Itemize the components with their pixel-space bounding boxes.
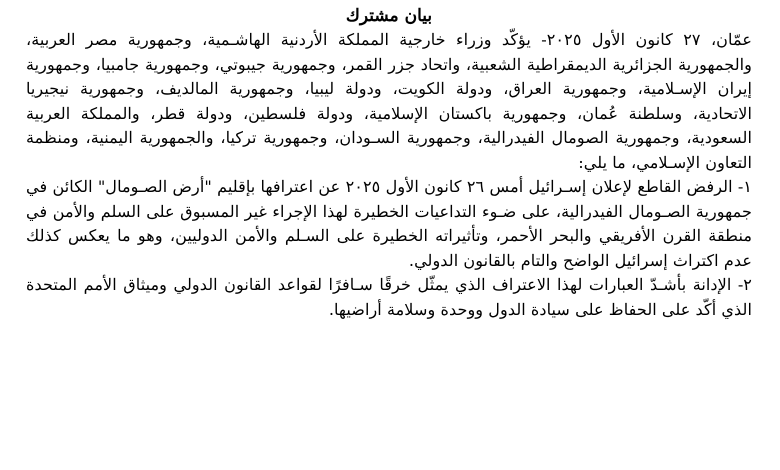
- point-one-paragraph: ١- الرفض القاطع لإعلان إسـرائيل أمس ٢٦ كانون الأول ٢٠٢٥ عن اعترافها بإقليم "أرض الصـومال" الكائن في جمهورية الصـومال الفيدرالية، على ضـوء التداعيات الخطيرة لهذا الإجراء غير المسبوق على السلم والأمن في منطقة القرن الأفريقي والبحر الأحمر، وتأثيراته الخطيرة على السـلم والأمن الدوليين، وهو ما يعكس كذلك عدم اكتراث إسرائيل الواضح والتام بالقانون الدولي.: [26, 177, 752, 270]
- point-two-paragraph: ٢- الإدانة بأشـدّ العبارات لهذا الاعتراف الذي يمثّل خرقًا سـافرًا لقواعد القانون الدولي وميثاق الأمم المتحدة الذي أكّد على الحفاظ على سيادة الدول ووحدة وسلامة أراضيها.: [26, 275, 752, 319]
- document-title: بيان مشترك: [345, 6, 433, 26]
- intro-paragraph: عمّان، ٢٧ كانون الأول ٢٠٢٥- يؤكّد وزراء خارجية المملكة الأردنية الهاشـمية، وجمهورية مصر العربية، والجمهورية الجزائرية الديمقراطية الشعبية، واتحاد جزر القمر، وجمهورية جيبوتي، وجمهورية جامبيا، وجمهورية إيران الإسـلامية، وجمهورية العراق، ودولة الكويت، ودولة ليبيا، وجمهورية المالديف، وجمهورية نيجيريا الاتحادية، وسلطنة عُمان، وجمهورية باكستان الإسلامية، ودولة فلسطين، ودولة قطر، والمملكة العربية السعودية، وجمهورية الصومال الفيدرالية، وجمهورية السـودان، وجمهورية تركيا، والجمهورية اليمنية، ومنظمة التعاون الإسـلامي، ما يلي:: [26, 30, 753, 172]
